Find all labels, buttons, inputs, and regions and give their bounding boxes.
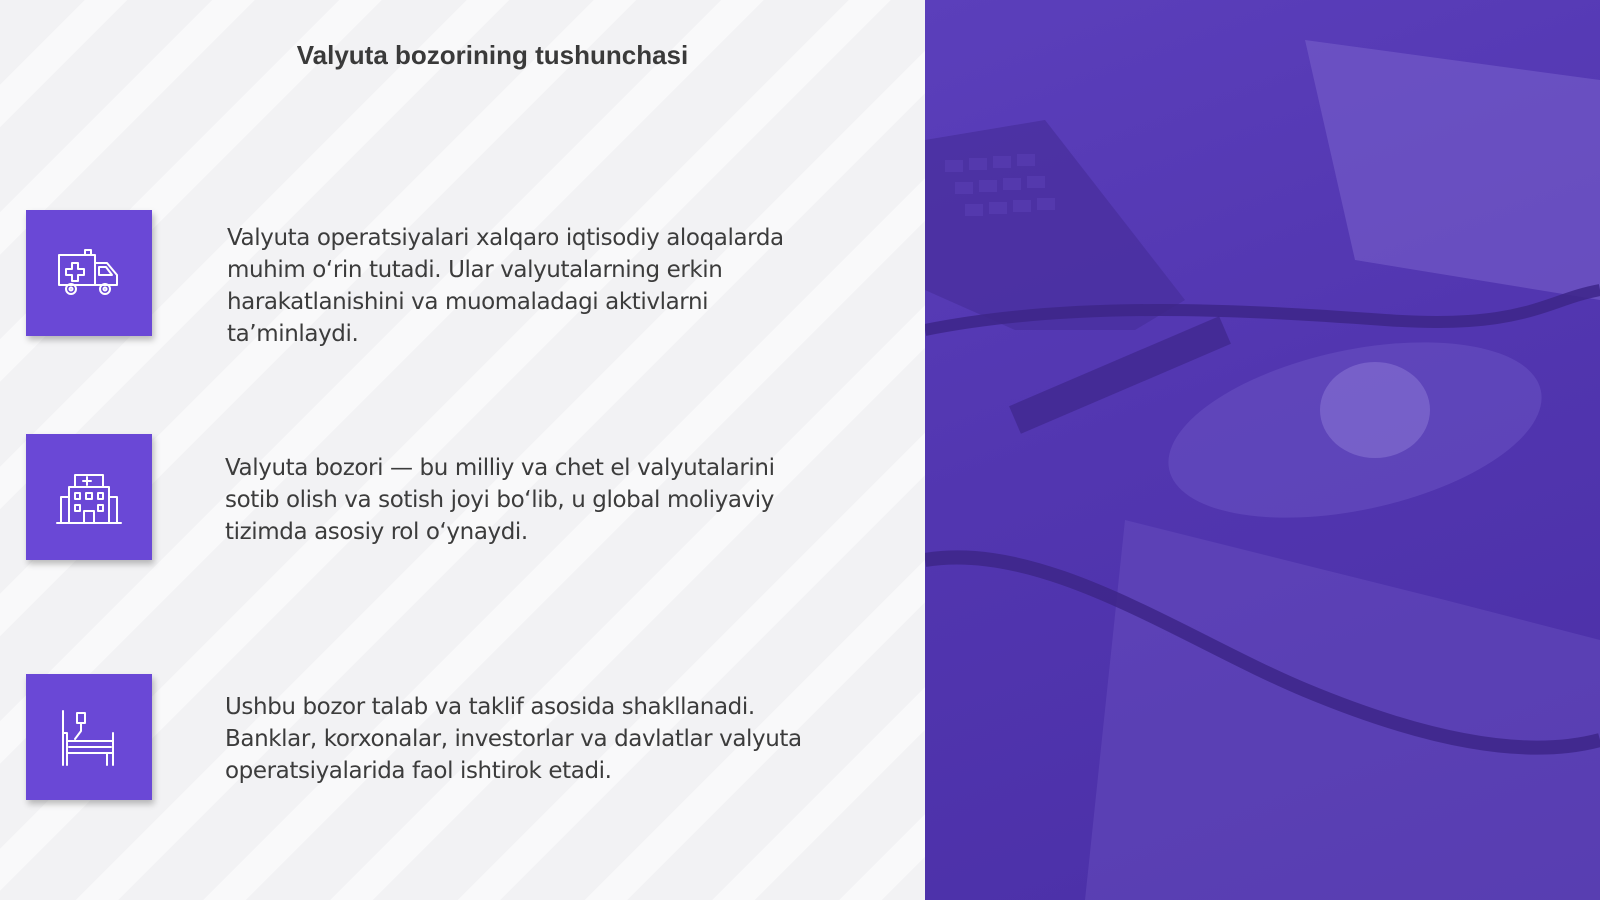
hospital-icon-tile bbox=[26, 434, 152, 560]
item-1-text: Valyuta operatsiyalari xalqaro iqtisodiy aloqalarda muhim o‘rin tutadi. Ular valyutalarning erkin harakatlanishini va muomaladagi aktivlarni ta’minlaydi. bbox=[227, 225, 784, 347]
slide-title: Valyuta bozorining tushunchasi bbox=[296, 40, 689, 70]
ambulance-icon bbox=[55, 239, 123, 307]
stethoscope-photo bbox=[925, 0, 1600, 900]
photo-shapes bbox=[925, 0, 1600, 900]
hospital-building-icon bbox=[55, 463, 123, 531]
ambulance-icon-tile bbox=[26, 210, 152, 336]
item-3-text: Ushbu bozor talab va taklif asosida shakllanadi. Banklar, korxonalar, investorlar va davlatlar valyuta operatsiyalarida faol ishtirok etadi. bbox=[225, 694, 802, 784]
hospital-bed-icon bbox=[55, 703, 123, 771]
bed-icon-tile bbox=[26, 674, 152, 800]
item-2-text: Valyuta bozori — bu milliy va chet el valyutalarini sotib olish va sotish joyi bo‘lib, u global moliyaviy tizimda asosiy rol o‘ynaydi. bbox=[225, 455, 775, 545]
